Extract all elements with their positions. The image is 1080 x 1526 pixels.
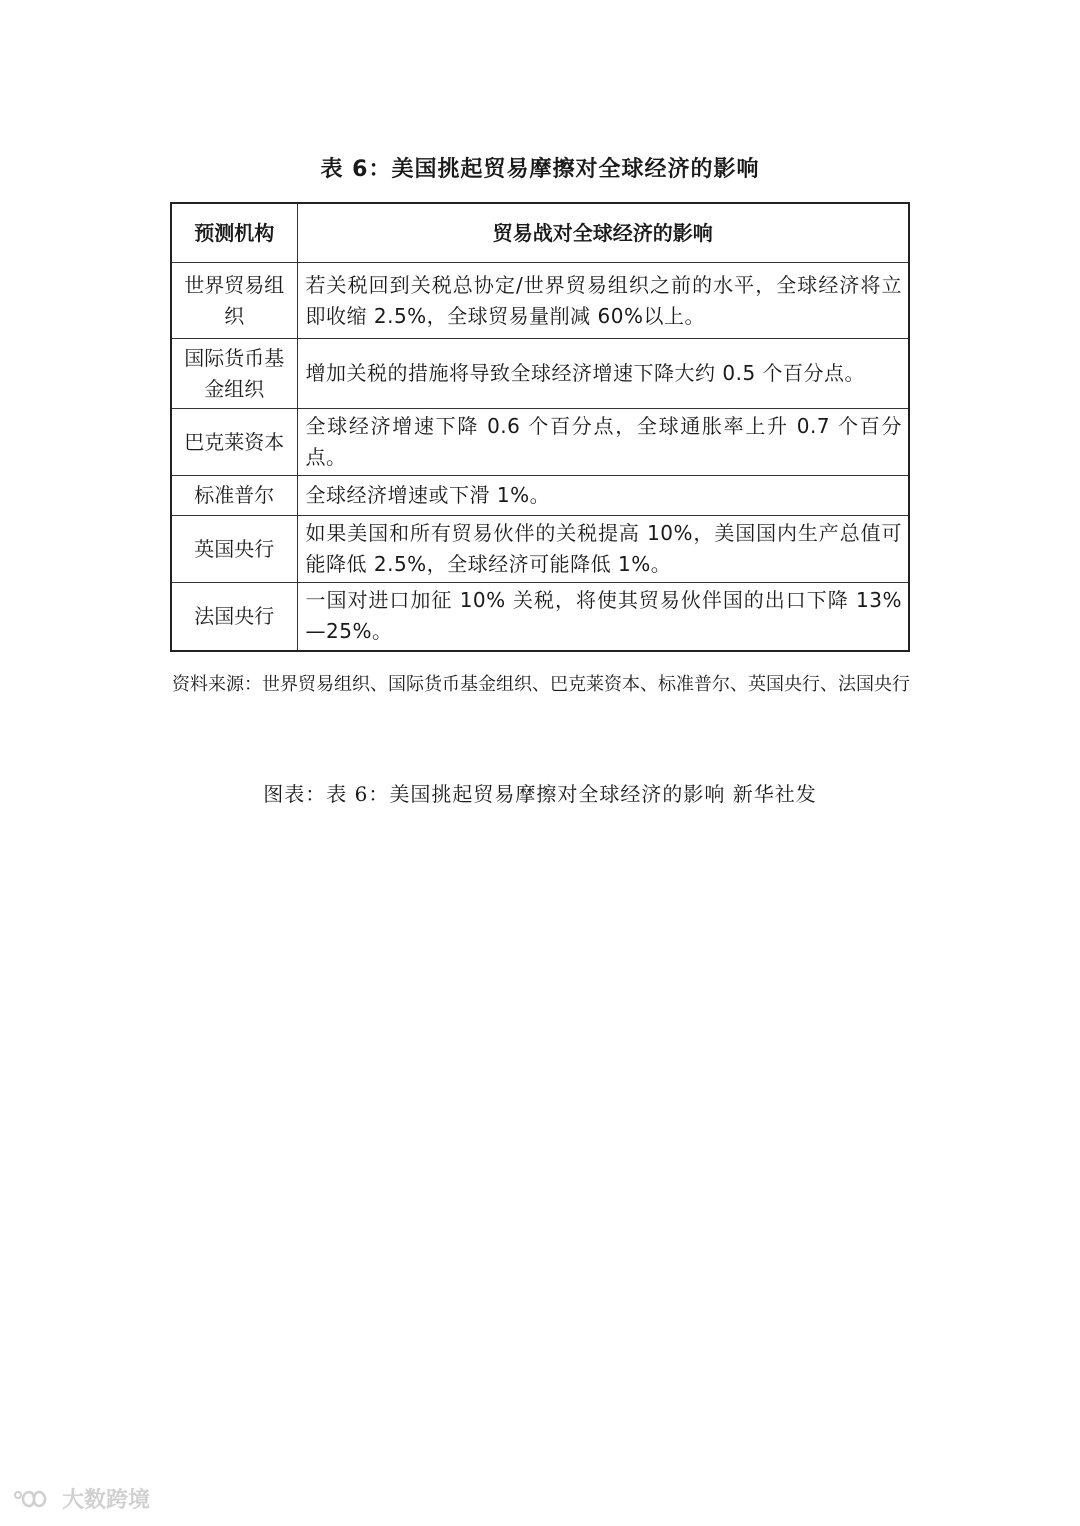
org-cell: 世界贸易组织 bbox=[171, 263, 297, 339]
source-text: 世界贸易组织、国际货币基金组织、巴克莱资本、标准普尔、英国央行、法国央行 bbox=[262, 674, 910, 695]
org-cell: 标准普尔 bbox=[171, 476, 297, 516]
effect-cell: 如果美国和所有贸易伙伴的关税提高 10%，美国国内生产总值可能降低 2.5%，全球经济可能降低 1%。 bbox=[297, 516, 909, 583]
watermark-text: 大数跨境 bbox=[62, 1488, 151, 1513]
figure-caption: 图表：表 6：美国挑起贸易摩擦对全球经济的影响 新华社发 bbox=[263, 782, 817, 806]
impact-table bbox=[170, 202, 910, 652]
table-row bbox=[171, 409, 909, 476]
effect-cell: 全球经济增速或下滑 1%。 bbox=[297, 476, 909, 516]
effect-cell: 增加关税的措施将导致全球经济增速下降大约 0.5 个百分点。 bbox=[297, 339, 909, 409]
table-row bbox=[171, 583, 909, 651]
org-cell: 法国央行 bbox=[171, 583, 297, 651]
effect-cell: 一国对进口加征 10% 关税，将使其贸易伙伴国的出口下降 13%—25%。 bbox=[297, 583, 909, 651]
org-cell: 英国央行 bbox=[171, 516, 297, 583]
table-header-row bbox=[171, 203, 909, 263]
header-effect: 贸易战对全球经济的影响 bbox=[297, 203, 909, 263]
source-note bbox=[172, 670, 912, 700]
table-row bbox=[171, 263, 909, 339]
source-label: 资料来源： bbox=[172, 674, 262, 695]
table-row bbox=[171, 339, 909, 409]
org-cell: 国际货币基金组织 bbox=[171, 339, 297, 409]
org-cell: 巴克莱资本 bbox=[171, 409, 297, 476]
table-row bbox=[171, 516, 909, 583]
infinity-logo-icon bbox=[12, 1487, 56, 1511]
table-row bbox=[171, 476, 909, 516]
effect-cell: 若关税回到关税总协定/世界贸易组织之前的水平，全球经济将立即收缩 2.5%，全球贸易量削减 60%以上。 bbox=[297, 263, 909, 339]
effect-cell: 全球经济增速下降 0.6 个百分点，全球通胀率上升 0.7 个百分点。 bbox=[297, 409, 909, 476]
table-title: 表 6：美国挑起贸易摩擦对全球经济的影响 bbox=[320, 157, 760, 182]
watermark bbox=[12, 1483, 150, 1514]
header-org: 预测机构 bbox=[171, 203, 297, 263]
